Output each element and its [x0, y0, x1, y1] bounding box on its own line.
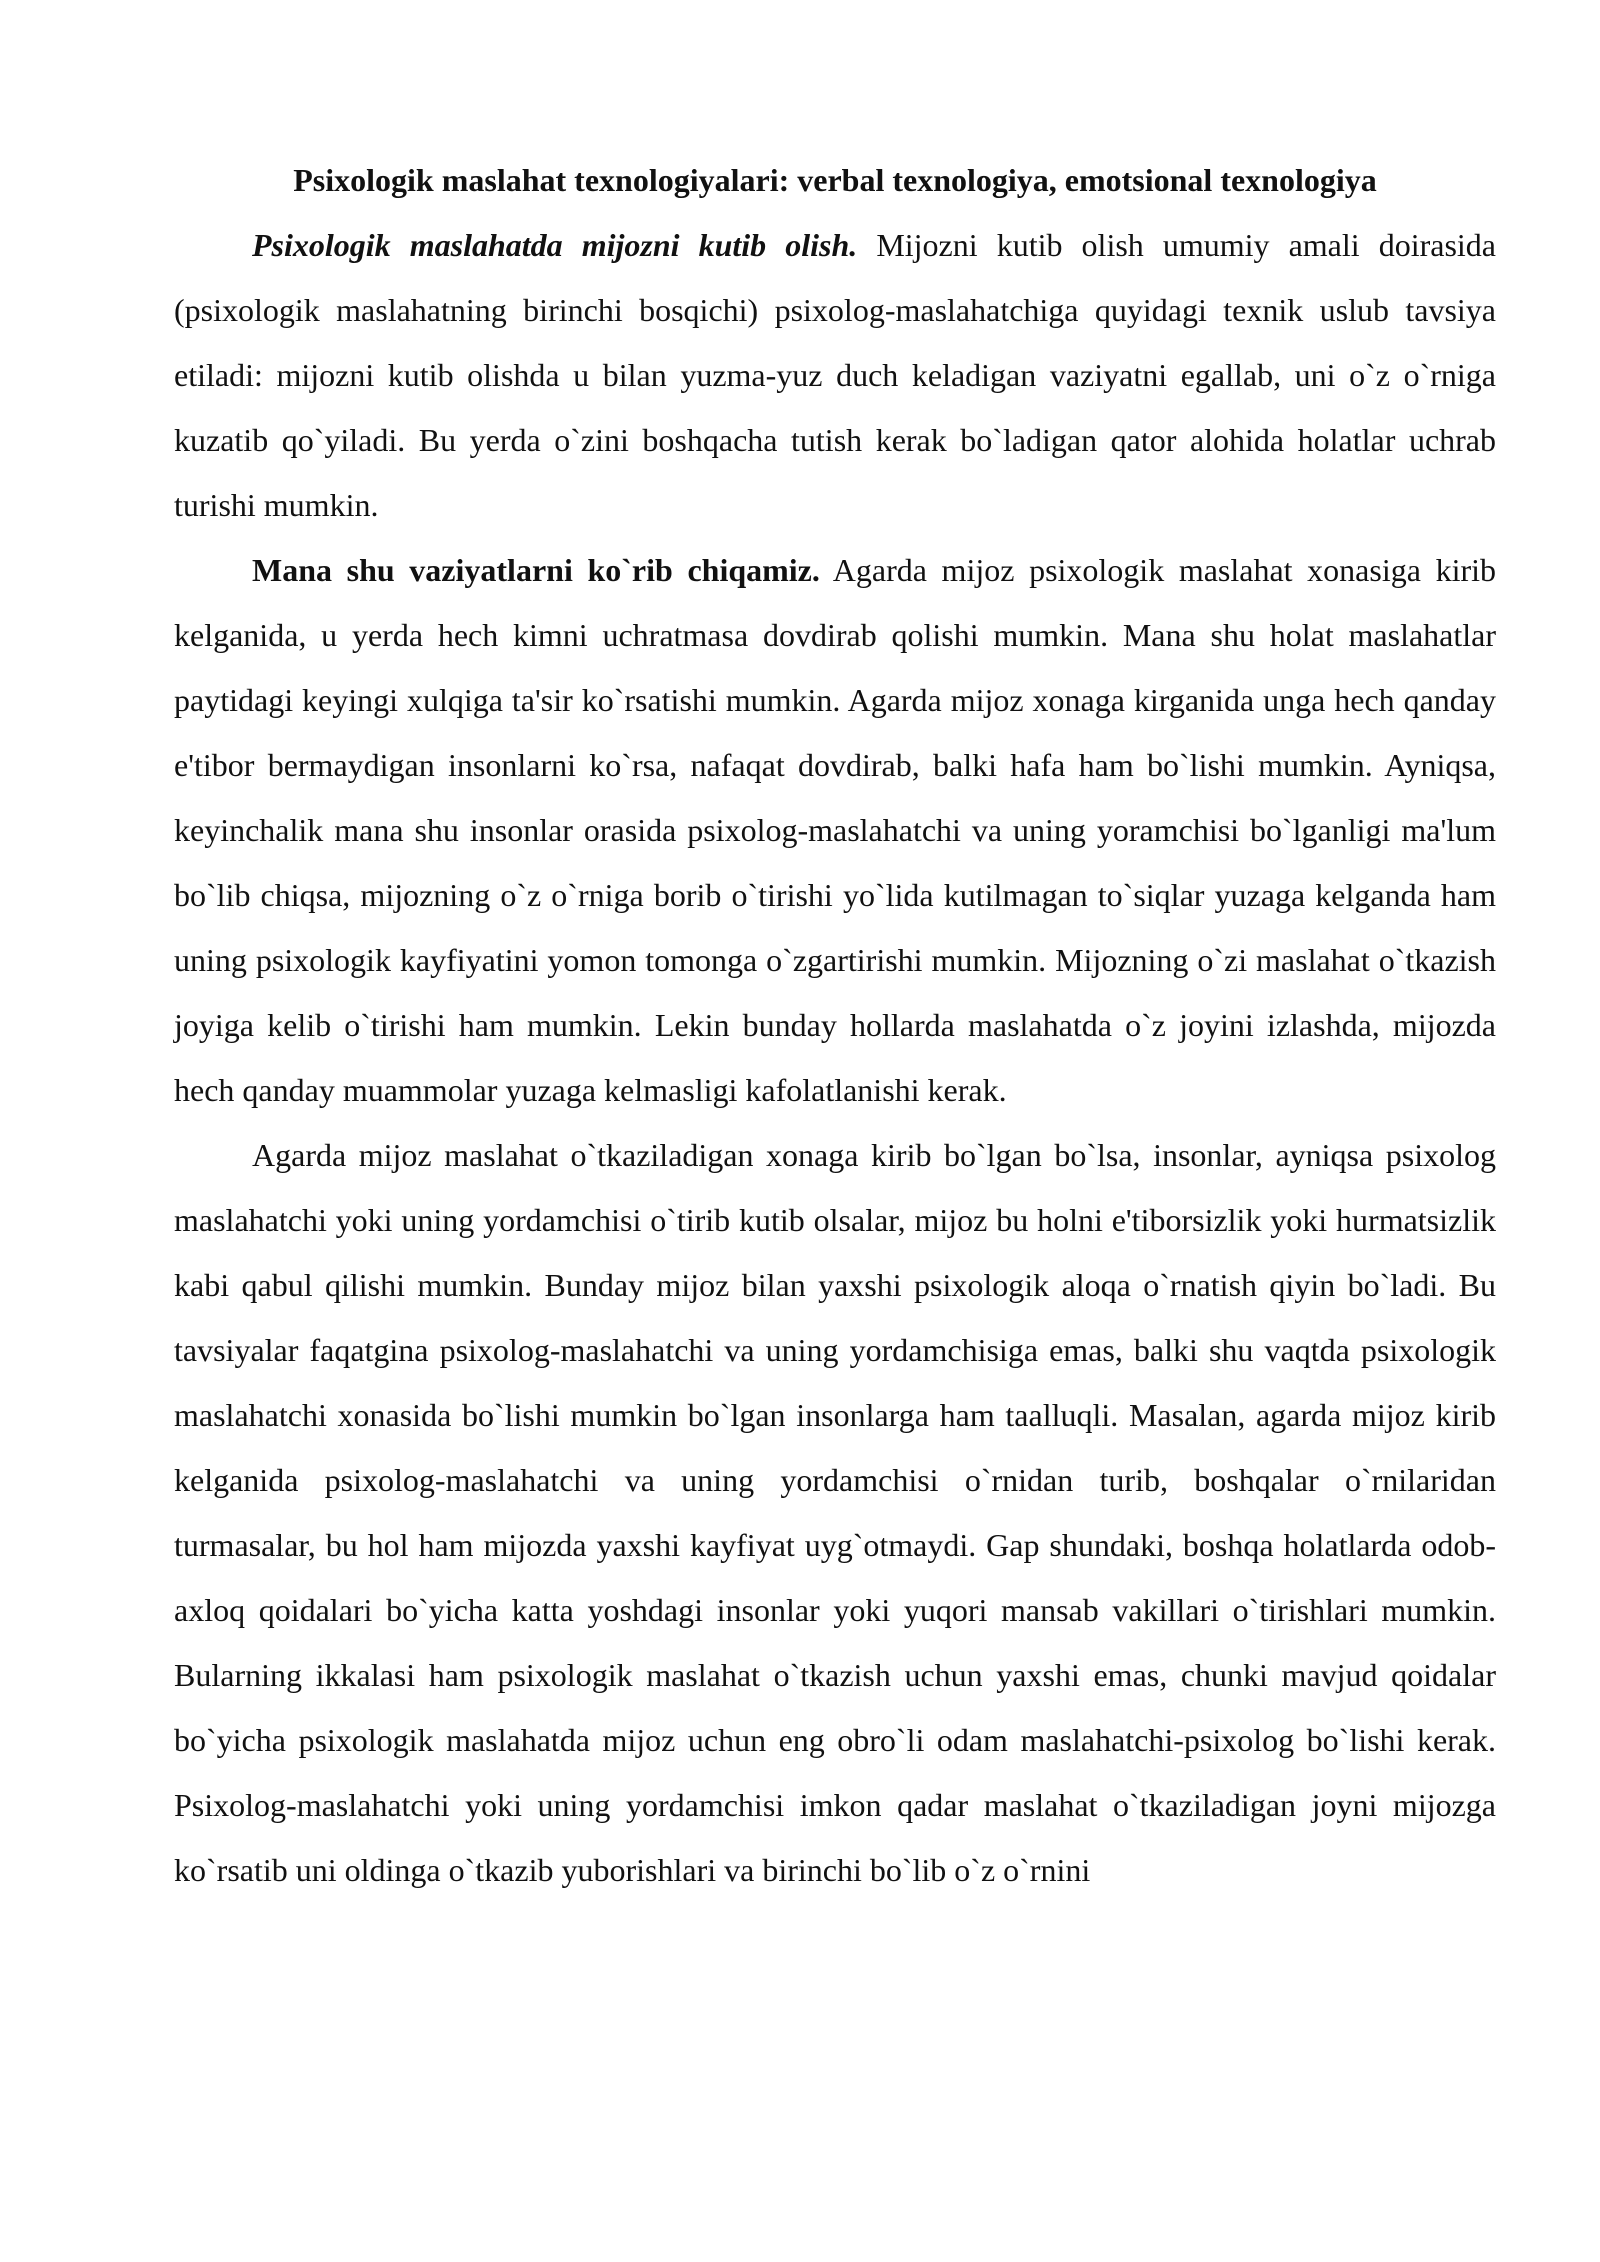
paragraph-2-lead: Mana shu vaziyatlarni ko`rib chiqamiz.	[252, 552, 820, 588]
paragraph-2-body: Agarda mijoz psixologik maslahat xonasiga kirib kelganida, u yerda hech kimni uchratmasa dovdirab qolishi mumkin. Mana shu holat maslahatlar paytidagi keyingi xulqiga ta'sir ko`rsatishi mumkin. Agarda mijoz xonaga kirganida unga hech qanday e'tibor bermaydigan insonlarni ko`rsa, nafaqat dovdirab, balki hafa ham bo`lishi mumkin. Ayniqsa, keyinchalik mana shu insonlar orasida psixolog-maslahatchi va uning yoramchisi bo`lganligi ma'lum bo`lib chiqsa, mijozning o`z o`rniga borib o`tirishi yo`lida kutilmagan to`siqlar yuzaga kelganda ham uning psixologik kayfiyatini yomon tomonga o`zgartirishi mumkin. Mijozning o`zi maslahat o`tkazish joyiga kelib o`tirishi ham mumkin. Lekin bunday hollarda maslahatda o`z joyini izlashda, mijozda hech qanday muammolar yuzaga kelmasligi kafolatlanishi kerak.	[174, 552, 1497, 1108]
paragraph-2	[174, 538, 1496, 1123]
document-page	[174, 148, 1496, 1903]
paragraph-3-body: Agarda mijoz maslahat o`tkaziladigan xonaga kirib bo`lgan bo`lsa, insonlar, ayniqsa psixolog maslahatchi yoki uning yordamchisi o`tirib kutib olsalar, mijoz bu holni e'tiborsizlik yoki hurmatsizlik kabi qabul qilishi mumkin. Bunday mijoz bilan yaxshi psixologik aloqa o`rnatish qiyin bo`ladi. Bu tavsiyalar faqatgina psixolog-maslahatchi va uning yordamchisiga emas, balki shu vaqtda psixologik maslahatchi xonasida bo`lishi mumkin bo`lgan insonlarga ham taalluqli. Masalan, agarda mijoz kirib kelganida psixolog-maslahatchi va uning yordamchisi o`rnidan turib, boshqalar o`rnilaridan turmasalar, bu hol ham mijozda yaxshi kayfiyat uyg`otmaydi. Gap shundaki, boshqa holatlarda odob-axloq qoidalari bo`yicha katta yoshdagi insonlar yoki yuqori mansab vakillari o`tirishlari mumkin. Bularning ikkalasi ham psixologik maslahat o`tkazish uchun yaxshi emas, chunki mavjud qoidalar bo`yicha psixologik maslahatda mijoz uchun eng obro`li odam maslahatchi-psixolog bo`lishi kerak. Psixolog-maslahatchi yoki uning yordamchisi imkon qadar maslahat o`tkaziladigan joyni mijozga ko`rsatib uni oldinga o`tkazib yuborishlari va birinchi bo`lib o`z o`rnini	[174, 1137, 1496, 1888]
document-title: Psixologik maslahat texnologiyalari: verbal texnologiya, emotsional texnologiya	[293, 162, 1377, 198]
paragraph-1-lead: Psixologik maslahatda mijozni kutib olish.	[252, 227, 858, 263]
paragraph-1-body: Mijozni kutib olish umumiy amali doirasida (psixologik maslahatning birinchi bosqichi) psixolog-maslahatchiga quyidagi texnik uslub tavsiya etiladi: mijozni kutib olishda u bilan yuzma-yuz duch keladigan vaziyatni egallab, uni o`z o`rniga kuzatib qo`yiladi. Bu yerda o`zini boshqacha tutish kerak bo`ladigan qator alohida holatlar uchrab turishi mumkin.	[174, 227, 1497, 523]
paragraph-1	[174, 213, 1496, 538]
paragraph-3	[174, 1123, 1496, 1903]
